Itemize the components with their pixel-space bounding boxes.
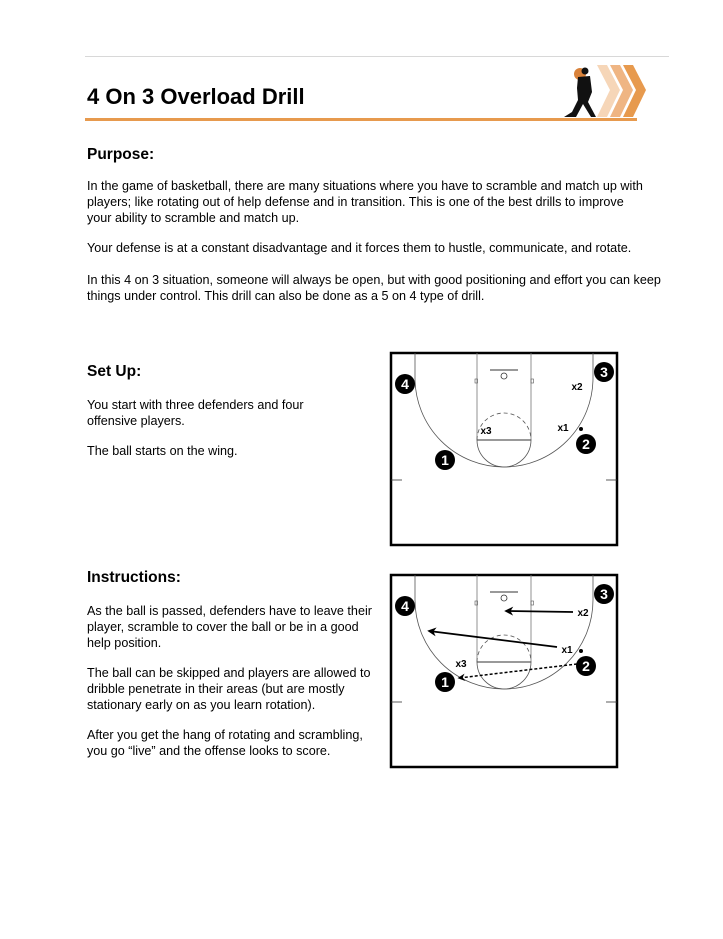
offensive-player-label: 4 <box>401 376 409 392</box>
instructions-paragraph: The ball can be skipped and players are allowed to dribble penetrate in their areas (but are mostly stationary early on as you learn rotation). <box>87 666 371 712</box>
setup-court-diagram <box>389 351 619 547</box>
defender-label: x2 <box>577 608 589 619</box>
defender-label: x3 <box>480 426 492 437</box>
purpose-paragraph: Your defense is at a constant disadvantage and it forces them to hustle, communicate, and rotate. <box>87 241 632 255</box>
offensive-player-label: 4 <box>401 598 409 614</box>
instructions-paragraph: After you get the hang of rotating and scrambling, you go “live” and the offense looks to score. <box>87 728 363 758</box>
title-underline <box>85 118 637 121</box>
purpose-paragraph: In this 4 on 3 situation, someone will always be open, but with good positioning and effort you can keep things under control. This drill can also be done as a 5 on 4 type of drill. <box>87 273 661 303</box>
ball-icon <box>579 427 583 431</box>
defender-label: x2 <box>571 382 583 393</box>
offensive-player-label: 2 <box>582 658 590 674</box>
instructions-heading: Instructions: <box>87 569 181 586</box>
top-divider <box>85 56 669 57</box>
basketball-player-logo <box>552 62 652 122</box>
instructions-court-diagram <box>389 573 619 769</box>
setup-heading: Set Up: <box>87 363 142 380</box>
instructions-paragraph: As the ball is passed, defenders have to leave their player, scramble to cover the ball or be in a good help position. <box>87 604 372 650</box>
setup-paragraph: The ball starts on the wing. <box>87 444 238 458</box>
setup-paragraph: You start with three defenders and four offensive players. <box>87 398 304 428</box>
ball-icon <box>579 649 583 653</box>
page-title: 4 On 3 Overload Drill <box>87 84 305 109</box>
defender-movement-arrow <box>506 611 573 612</box>
offensive-player-label: 3 <box>600 364 608 380</box>
defender-label: x1 <box>557 423 569 434</box>
offensive-player-label: 1 <box>441 674 449 690</box>
offensive-player-label: 3 <box>600 586 608 602</box>
defender-label: x3 <box>455 659 467 670</box>
defender-label: x1 <box>561 645 573 656</box>
purpose-heading: Purpose: <box>87 146 155 163</box>
offensive-player-label: 1 <box>441 452 449 468</box>
offensive-player-label: 2 <box>582 436 590 452</box>
purpose-paragraph: In the game of basketball, there are many situations where you have to scramble and match up with players; like rotating out of help defense and in transition. This is one of the best drills to improve your ability to scramble and match up. <box>87 179 643 225</box>
